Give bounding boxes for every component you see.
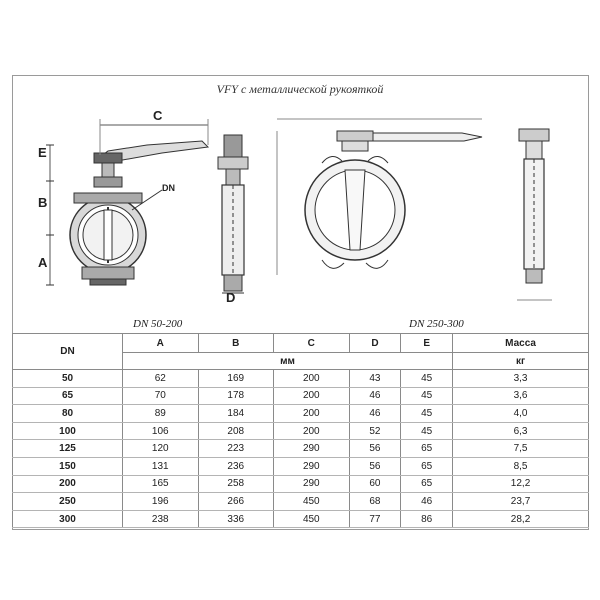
table-cell: 23,7: [453, 493, 589, 511]
table-cell: 178: [198, 387, 274, 405]
table-cell: 200: [274, 370, 350, 388]
table-cell: 290: [274, 475, 350, 493]
cell-dn: 150: [13, 457, 123, 475]
table-cell: 450: [274, 493, 350, 511]
table-header-row: [13, 334, 589, 353]
table-cell: 131: [123, 457, 199, 475]
table-cell: 28,2: [453, 510, 589, 528]
drawing-title: VFY с металлической рукояткой: [216, 82, 384, 96]
table-cell: 3,6: [453, 387, 589, 405]
table-cell: 290: [274, 440, 350, 458]
table-cell: 46: [349, 387, 401, 405]
table-cell: 77: [349, 510, 401, 528]
table-cell: 43: [349, 370, 401, 388]
caption-dn-50-200: DN 50-200: [133, 318, 183, 330]
table-cell: 184: [198, 405, 274, 423]
table-cell: 45: [401, 370, 453, 388]
table-cell: 6,3: [453, 422, 589, 440]
cell-dn: 80: [13, 405, 123, 423]
table-cell: 120: [123, 440, 199, 458]
table-cell: 45: [401, 422, 453, 440]
table-cell: 200: [274, 422, 350, 440]
col-header-mass: Масса: [453, 334, 589, 353]
cell-dn: 200: [13, 475, 123, 493]
table-cell: 450: [274, 510, 350, 528]
cell-dn: 65: [13, 387, 123, 405]
table-cell: 65: [401, 440, 453, 458]
dim-label-a: A: [38, 255, 48, 270]
front-view-small-valve: [46, 119, 208, 285]
table-cell: 196: [123, 493, 199, 511]
col-header-a: A: [123, 334, 199, 353]
table-cell: 208: [198, 422, 274, 440]
table-row: [13, 457, 589, 475]
table-cell: 200: [274, 405, 350, 423]
table-cell: 68: [349, 493, 401, 511]
table-cell: 56: [349, 457, 401, 475]
table-cell: 52: [349, 422, 401, 440]
table-cell: 200: [274, 387, 350, 405]
dim-label-e: E: [38, 145, 47, 160]
col-header-d: D: [349, 334, 401, 353]
dim-label-c: C: [153, 108, 163, 123]
table-cell: 258: [198, 475, 274, 493]
unit-kg: кг: [453, 353, 589, 370]
table-cell: 238: [123, 510, 199, 528]
table-cell: 62: [123, 370, 199, 388]
cell-dn: 125: [13, 440, 123, 458]
table-cell: 56: [349, 440, 401, 458]
table-cell: 336: [198, 510, 274, 528]
table-cell: 7,5: [453, 440, 589, 458]
dim-label-dn: DN: [162, 183, 175, 193]
table-row: [13, 475, 589, 493]
dim-label-b: B: [38, 195, 48, 210]
table-cell: 4,0: [453, 405, 589, 423]
table-cell: 266: [198, 493, 274, 511]
front-view-large-valve: [277, 119, 482, 275]
cell-dn: 50: [13, 370, 123, 388]
col-header-e: E: [401, 334, 453, 353]
table-row: [13, 422, 589, 440]
table-cell: 70: [123, 387, 199, 405]
table-cell: 12,2: [453, 475, 589, 493]
dimensions-table: [12, 333, 589, 528]
valve-drawings: [12, 95, 589, 320]
col-header-b: B: [198, 334, 274, 353]
table-cell: 89: [123, 405, 199, 423]
table-cell: 45: [401, 387, 453, 405]
table-cell: 65: [401, 457, 453, 475]
cell-dn: 100: [13, 422, 123, 440]
table-row: [13, 387, 589, 405]
table-row: [13, 370, 589, 388]
table-cell: 169: [198, 370, 274, 388]
table-cell: 46: [401, 493, 453, 511]
dim-label-d: D: [226, 290, 236, 305]
col-header-c: C: [274, 334, 350, 353]
table-cell: 223: [198, 440, 274, 458]
table-cell: 46: [349, 405, 401, 423]
side-view-large-valve: [517, 129, 552, 300]
table-cell: 106: [123, 422, 199, 440]
table-row: [13, 440, 589, 458]
col-header-dn: DN: [13, 334, 123, 370]
table-row: [13, 405, 589, 423]
cell-dn: 250: [13, 493, 123, 511]
table-cell: 45: [401, 405, 453, 423]
table-cell: 65: [401, 475, 453, 493]
side-view-small-valve: [218, 135, 248, 293]
table-cell: 3,3: [453, 370, 589, 388]
table-row: [13, 510, 589, 528]
table-cell: 60: [349, 475, 401, 493]
unit-mm: мм: [123, 353, 453, 370]
table-row: [13, 493, 589, 511]
table-cell: 236: [198, 457, 274, 475]
cell-dn: 300: [13, 510, 123, 528]
table-cell: 290: [274, 457, 350, 475]
caption-dn-250-300: DN 250-300: [409, 318, 464, 330]
table-cell: 8,5: [453, 457, 589, 475]
table-cell: 86: [401, 510, 453, 528]
table-cell: 165: [123, 475, 199, 493]
